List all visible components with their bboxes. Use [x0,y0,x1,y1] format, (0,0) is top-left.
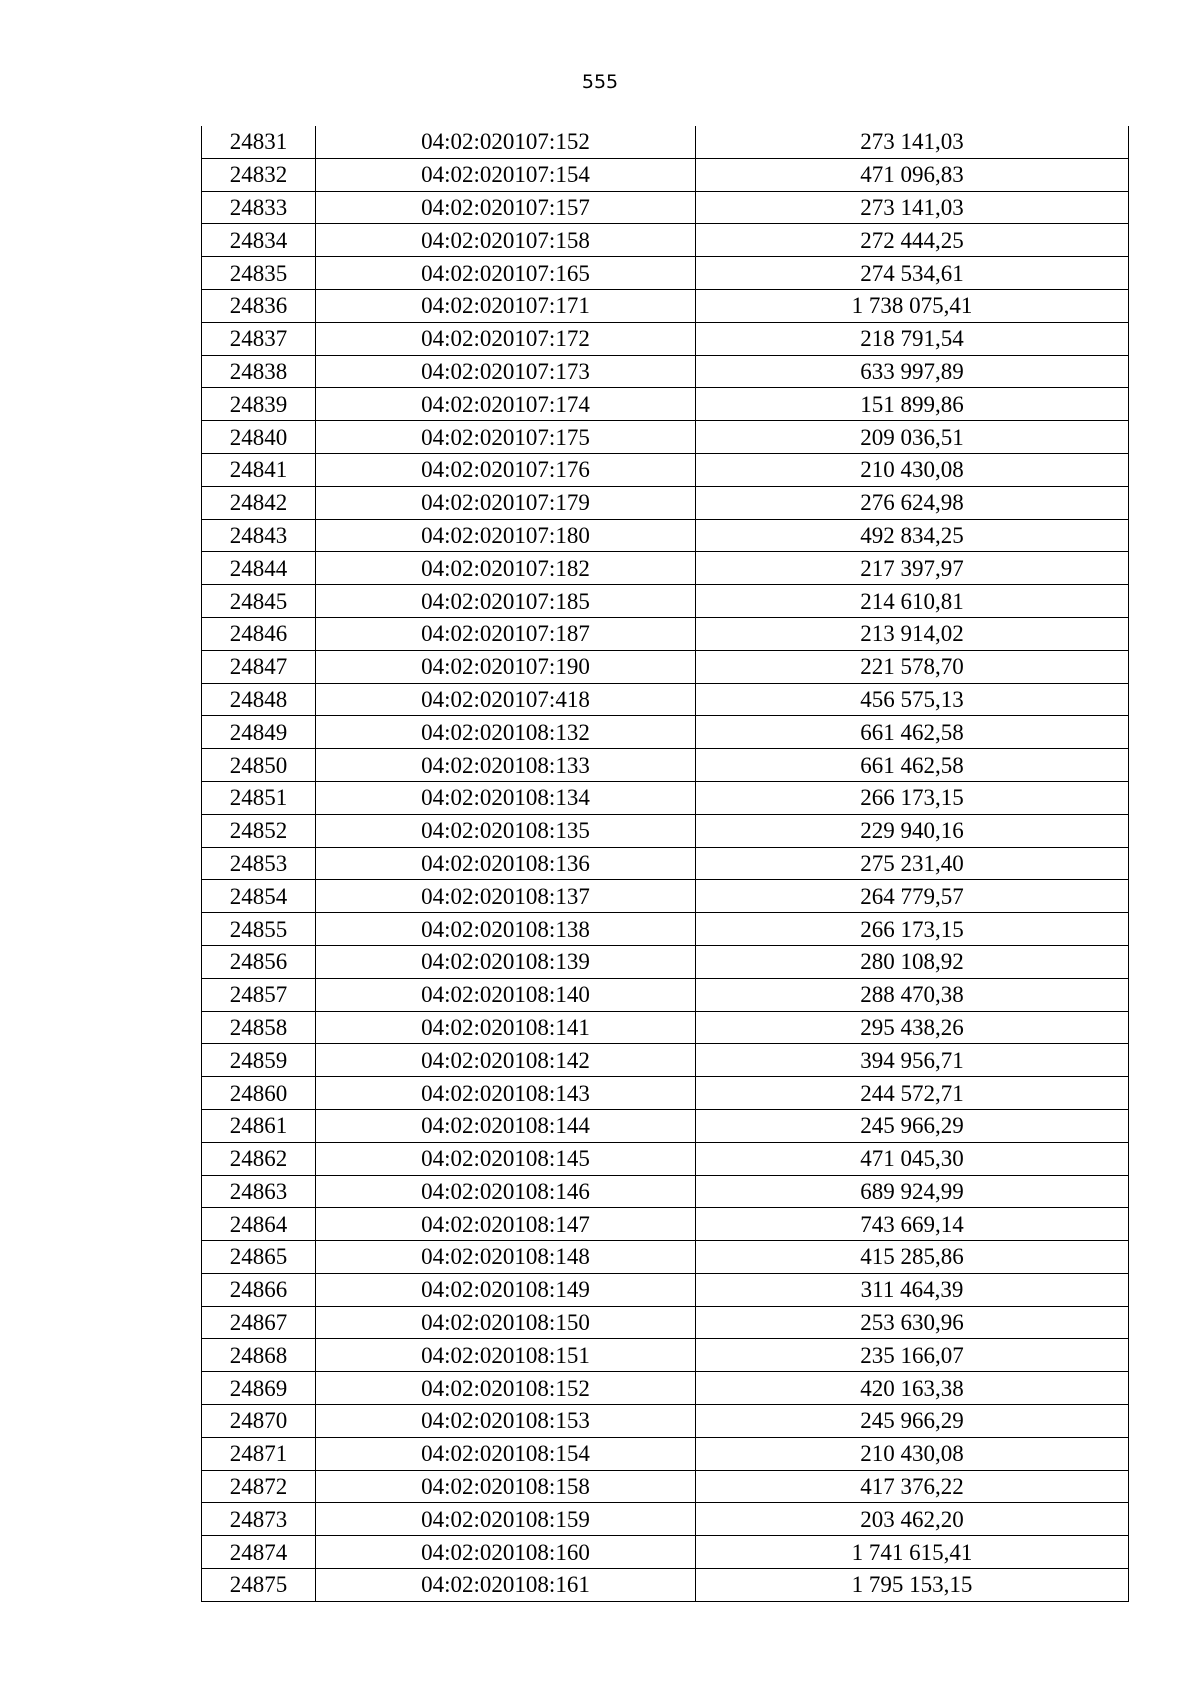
row-number-cell: 24843 [202,519,316,552]
cadastral-value-cell: 266 173,15 [696,781,1129,814]
row-number-cell: 24847 [202,650,316,683]
cadastral-number-cell: 04:02:020107:180 [316,519,696,552]
cadastral-value-cell: 274 534,61 [696,257,1129,290]
row-number-cell: 24841 [202,453,316,486]
cadastral-value-cell: 415 285,86 [696,1241,1129,1274]
row-number-cell: 24871 [202,1437,316,1470]
cadastral-value-cell: 633 997,89 [696,355,1129,388]
cadastral-value-cell: 276 624,98 [696,486,1129,519]
table-row [202,683,1129,716]
row-number-cell: 24853 [202,847,316,880]
table-row [202,781,1129,814]
row-number-cell: 24867 [202,1306,316,1339]
cadastral-number-cell: 04:02:020108:154 [316,1437,696,1470]
cadastral-value-cell: 420 163,38 [696,1372,1129,1405]
table-row [202,421,1129,454]
cadastral-number-cell: 04:02:020107:152 [316,126,696,158]
cadastral-value-cell: 218 791,54 [696,322,1129,355]
row-number-cell: 24851 [202,781,316,814]
cadastral-number-cell: 04:02:020107:182 [316,552,696,585]
cadastral-value-cell: 245 966,29 [696,1109,1129,1142]
table-row [202,913,1129,946]
cadastral-value-cell: 471 045,30 [696,1142,1129,1175]
cadastral-value-cell: 1 795 153,15 [696,1569,1129,1602]
table-row [202,749,1129,782]
cadastral-number-cell: 04:02:020108:151 [316,1339,696,1372]
cadastral-value-cell: 456 575,13 [696,683,1129,716]
table-row [202,1569,1129,1602]
row-number-cell: 24834 [202,224,316,257]
cadastral-value-cell: 245 966,29 [696,1405,1129,1438]
cadastral-number-cell: 04:02:020107:175 [316,421,696,454]
cadastral-number-cell: 04:02:020108:149 [316,1273,696,1306]
row-number-cell: 24865 [202,1241,316,1274]
cadastral-value-cell: 275 231,40 [696,847,1129,880]
cadastral-value-cell: 288 470,38 [696,978,1129,1011]
row-number-cell: 24863 [202,1175,316,1208]
table-row [202,388,1129,421]
cadastral-value-cell: 689 924,99 [696,1175,1129,1208]
row-number-cell: 24874 [202,1536,316,1569]
cadastral-number-cell: 04:02:020108:138 [316,913,696,946]
cadastral-number-cell: 04:02:020108:152 [316,1372,696,1405]
cadastral-number-cell: 04:02:020107:190 [316,650,696,683]
cadastral-number-cell: 04:02:020108:160 [316,1536,696,1569]
row-number-cell: 24856 [202,945,316,978]
cadastral-number-cell: 04:02:020107:158 [316,224,696,257]
table-row [202,191,1129,224]
cadastral-number-cell: 04:02:020107:173 [316,355,696,388]
row-number-cell: 24833 [202,191,316,224]
cadastral-value-cell: 221 578,70 [696,650,1129,683]
cadastral-value-cell: 743 669,14 [696,1208,1129,1241]
table-row [202,1241,1129,1274]
table-row [202,1372,1129,1405]
cadastral-number-cell: 04:02:020108:139 [316,945,696,978]
cadastral-number-cell: 04:02:020107:171 [316,289,696,322]
table-row [202,945,1129,978]
cadastral-number-cell: 04:02:020107:185 [316,585,696,618]
table-row [202,1208,1129,1241]
cadastral-value-cell: 213 914,02 [696,617,1129,650]
cadastral-value-table [201,126,1129,1602]
cadastral-number-cell: 04:02:020108:137 [316,880,696,913]
cadastral-value-cell: 235 166,07 [696,1339,1129,1372]
cadastral-value-cell: 1 741 615,41 [696,1536,1129,1569]
table-row [202,978,1129,1011]
cadastral-number-cell: 04:02:020107:176 [316,453,696,486]
cadastral-value-cell: 253 630,96 [696,1306,1129,1339]
table-row [202,1011,1129,1044]
cadastral-value-cell: 203 462,20 [696,1503,1129,1536]
cadastral-value-cell: 210 430,08 [696,1437,1129,1470]
cadastral-number-cell: 04:02:020107:418 [316,683,696,716]
row-number-cell: 24869 [202,1372,316,1405]
table-row [202,1437,1129,1470]
cadastral-number-cell: 04:02:020108:148 [316,1241,696,1274]
cadastral-number-cell: 04:02:020108:136 [316,847,696,880]
row-number-cell: 24840 [202,421,316,454]
cadastral-value-cell: 209 036,51 [696,421,1129,454]
table-row [202,585,1129,618]
row-number-cell: 24872 [202,1470,316,1503]
table-row [202,486,1129,519]
cadastral-number-cell: 04:02:020107:187 [316,617,696,650]
cadastral-number-cell: 04:02:020108:141 [316,1011,696,1044]
table-row [202,880,1129,913]
cadastral-value-cell: 244 572,71 [696,1077,1129,1110]
row-number-cell: 24848 [202,683,316,716]
table-row [202,1503,1129,1536]
cadastral-value-cell: 264 779,57 [696,880,1129,913]
row-number-cell: 24837 [202,322,316,355]
cadastral-value-cell: 210 430,08 [696,453,1129,486]
row-number-cell: 24866 [202,1273,316,1306]
row-number-cell: 24850 [202,749,316,782]
table-row [202,289,1129,322]
row-number-cell: 24835 [202,257,316,290]
table-row [202,1405,1129,1438]
cadastral-number-cell: 04:02:020108:143 [316,1077,696,1110]
cadastral-value-cell: 217 397,97 [696,552,1129,585]
cadastral-number-cell: 04:02:020108:144 [316,1109,696,1142]
cadastral-value-cell: 151 899,86 [696,388,1129,421]
table-row [202,814,1129,847]
table-row [202,1339,1129,1372]
cadastral-number-cell: 04:02:020107:174 [316,388,696,421]
row-number-cell: 24862 [202,1142,316,1175]
row-number-cell: 24858 [202,1011,316,1044]
row-number-cell: 24875 [202,1569,316,1602]
table-row [202,552,1129,585]
row-number-cell: 24868 [202,1339,316,1372]
table-body [202,126,1129,1601]
cadastral-number-cell: 04:02:020108:142 [316,1044,696,1077]
cadastral-value-cell: 273 141,03 [696,191,1129,224]
table-row [202,1536,1129,1569]
row-number-cell: 24873 [202,1503,316,1536]
cadastral-value-cell: 311 464,39 [696,1273,1129,1306]
cadastral-value-cell: 1 738 075,41 [696,289,1129,322]
table-row [202,1077,1129,1110]
table-row [202,158,1129,191]
cadastral-number-cell: 04:02:020108:133 [316,749,696,782]
table-row [202,716,1129,749]
table-row [202,322,1129,355]
table-row [202,1306,1129,1339]
cadastral-number-cell: 04:02:020108:147 [316,1208,696,1241]
cadastral-number-cell: 04:02:020108:150 [316,1306,696,1339]
row-number-cell: 24839 [202,388,316,421]
cadastral-value-cell: 295 438,26 [696,1011,1129,1044]
cadastral-value-cell: 266 173,15 [696,913,1129,946]
table-row [202,126,1129,158]
row-number-cell: 24844 [202,552,316,585]
row-number-cell: 24861 [202,1109,316,1142]
cadastral-number-cell: 04:02:020108:158 [316,1470,696,1503]
cadastral-number-cell: 04:02:020107:154 [316,158,696,191]
row-number-cell: 24842 [202,486,316,519]
cadastral-number-cell: 04:02:020108:161 [316,1569,696,1602]
table-row [202,1044,1129,1077]
cadastral-number-cell: 04:02:020108:146 [316,1175,696,1208]
row-number-cell: 24849 [202,716,316,749]
page-number: 555 [581,71,619,93]
table-row [202,1175,1129,1208]
row-number-cell: 24855 [202,913,316,946]
row-number-cell: 24859 [202,1044,316,1077]
table-row [202,617,1129,650]
table-row [202,1470,1129,1503]
row-number-cell: 24846 [202,617,316,650]
table-row [202,1142,1129,1175]
row-number-cell: 24857 [202,978,316,1011]
cadastral-number-cell: 04:02:020107:179 [316,486,696,519]
table-row [202,355,1129,388]
row-number-cell: 24831 [202,126,316,158]
table-row [202,1109,1129,1142]
row-number-cell: 24860 [202,1077,316,1110]
cadastral-number-cell: 04:02:020107:157 [316,191,696,224]
cadastral-number-cell: 04:02:020108:132 [316,716,696,749]
table-row [202,847,1129,880]
cadastral-number-cell: 04:02:020108:159 [316,1503,696,1536]
table-row [202,224,1129,257]
row-number-cell: 24832 [202,158,316,191]
cadastral-value-cell: 229 940,16 [696,814,1129,847]
cadastral-value-cell: 417 376,22 [696,1470,1129,1503]
cadastral-value-cell: 273 141,03 [696,126,1129,158]
cadastral-value-cell: 272 444,25 [696,224,1129,257]
row-number-cell: 24864 [202,1208,316,1241]
cadastral-number-cell: 04:02:020108:135 [316,814,696,847]
cadastral-value-cell: 280 108,92 [696,945,1129,978]
cadastral-number-cell: 04:02:020108:145 [316,1142,696,1175]
row-number-cell: 24870 [202,1405,316,1438]
cadastral-number-cell: 04:02:020108:153 [316,1405,696,1438]
cadastral-number-cell: 04:02:020107:165 [316,257,696,290]
cadastral-value-cell: 492 834,25 [696,519,1129,552]
cadastral-number-cell: 04:02:020108:140 [316,978,696,1011]
row-number-cell: 24845 [202,585,316,618]
table-row [202,1273,1129,1306]
cadastral-value-cell: 471 096,83 [696,158,1129,191]
table-row [202,650,1129,683]
row-number-cell: 24836 [202,289,316,322]
cadastral-value-cell: 661 462,58 [696,749,1129,782]
cadastral-value-cell: 394 956,71 [696,1044,1129,1077]
row-number-cell: 24838 [202,355,316,388]
cadastral-number-cell: 04:02:020108:134 [316,781,696,814]
cadastral-value-cell: 214 610,81 [696,585,1129,618]
cadastral-number-cell: 04:02:020107:172 [316,322,696,355]
cadastral-value-cell: 661 462,58 [696,716,1129,749]
table-row [202,519,1129,552]
row-number-cell: 24852 [202,814,316,847]
row-number-cell: 24854 [202,880,316,913]
table-row [202,257,1129,290]
table-row [202,453,1129,486]
